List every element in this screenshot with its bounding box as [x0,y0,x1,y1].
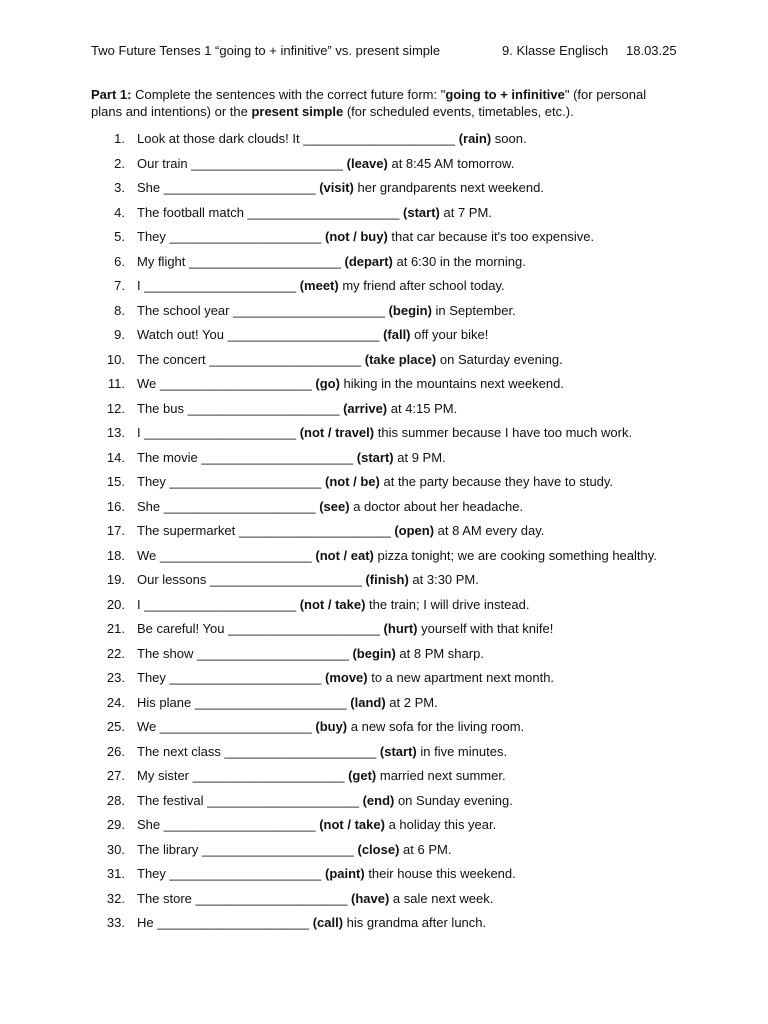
exercise-item [91,375,691,400]
sentence-end: at 7 PM. [439,204,492,220]
exercise-number: 10. [106,351,125,367]
answer-blank: _____________________ [233,302,385,318]
exercise-list [91,130,691,939]
verb-hint: (leave) [346,155,388,171]
exercise-number: 16. [106,498,125,514]
answer-blank: _____________________ [163,817,316,832]
exercise-item [91,400,691,425]
sentence-start: My flight [137,253,190,269]
sentence-end: a doctor about her headache. [349,498,524,514]
sentence-end: at 9 PM. [393,449,446,465]
answer-blank: _____________________ [159,547,312,563]
exercise-sentence [137,571,479,589]
exercise-number: 21. [106,621,125,636]
exercise-item [91,865,691,890]
answer-blank: _____________________ [303,131,456,146]
worksheet-date: 18.03.25 [626,43,677,58]
exercise-sentence [137,326,488,344]
answer-blank: _____________________ [202,841,354,857]
answer-blank: _____________________ [192,768,345,783]
sentence-end: hiking in the mountains next weekend. [339,376,564,391]
verb-hint: (land) [350,694,386,710]
sentence-end: a sale next week. [389,890,494,906]
exercise-sentence [137,620,553,638]
part-label: Part 1: [91,87,132,102]
exercise-sentence [137,767,506,785]
exercise-sentence [137,816,496,834]
exercise-sentence [137,449,446,467]
verb-hint: (buy) [315,719,348,734]
verb-hint: (hurt) [383,621,418,636]
answer-blank: _____________________ [159,376,312,391]
sentence-start: They [137,670,170,685]
exercise-sentence [137,498,523,516]
sentence-start: They [137,474,170,489]
sentence-start: Our lessons [137,572,210,587]
sentence-end: on Sunday evening. [394,792,513,808]
verb-hint: (not / buy) [324,229,388,244]
sentence-end: married next summer. [376,768,506,783]
exercise-sentence [137,596,529,614]
verb-hint: (fall) [383,327,411,342]
exercise-number: 27. [106,768,125,783]
answer-blank: _____________________ [191,155,344,171]
exercise-number: 18. [106,547,125,563]
sentence-end: at the party because they have to study. [379,474,614,489]
answer-blank: _____________________ [144,596,297,612]
exercise-number: 4. [114,204,125,220]
sentence-start: I [137,596,145,612]
exercise-item [91,816,691,841]
exercise-number: 19. [106,572,125,587]
sentence-end: to a new apartment next month. [367,670,555,685]
exercise-item [91,522,691,547]
sentence-end: off your bike! [410,327,489,342]
verb-hint: (open) [394,523,435,538]
answer-blank: _____________________ [209,351,362,367]
exercise-item [91,130,691,155]
exercise-number: 12. [106,400,125,416]
exercise-number: 25. [106,719,125,734]
verb-hint: (start) [379,743,417,759]
sentence-start: Our train [137,155,192,171]
exercise-number: 29. [106,817,125,832]
verb-hint: (see) [319,498,350,514]
exercise-number: 11. [107,376,125,391]
exercise-item [91,571,691,596]
sentence-end: the train; I will drive instead. [365,596,530,612]
exercise-number: 24. [106,694,125,710]
sentence-start: His plane [137,694,195,710]
sentence-start: Look at those dark clouds! It [137,131,304,146]
answer-blank: _____________________ [209,572,362,587]
verb-hint: (have) [351,890,390,906]
exercise-item [91,228,691,253]
verb-hint: (call) [312,915,344,930]
exercise-number: 23. [106,670,125,685]
sentence-start: The movie [137,449,202,465]
instructions-text-3: (for scheduled events, timetables, etc.). [343,104,574,119]
sentence-end: at 2 PM. [385,694,438,710]
exercise-sentence [137,547,657,565]
sentence-end: at 8 PM sharp. [395,645,484,661]
exercise-item [91,424,691,449]
sentence-start: The concert [137,351,210,367]
sentence-start: The store [137,890,196,906]
exercise-item [91,914,691,939]
sentence-start: The show [137,645,197,661]
sentence-end: in September. [431,302,516,318]
sentence-start: The bus [137,400,188,416]
exercise-item [91,792,691,817]
exercise-item [91,645,691,670]
exercise-item [91,767,691,792]
sentence-start: The supermarket [137,523,239,538]
exercise-item [91,596,691,621]
answer-blank: _____________________ [238,523,391,538]
sentence-start: They [137,229,170,244]
sentence-end: this summer because I have too much work. [374,425,633,440]
sentence-end: her grandparents next weekend. [353,180,544,195]
answer-blank: _____________________ [169,866,322,881]
answer-blank: _____________________ [159,719,312,734]
verb-hint: (get) [348,768,377,783]
exercise-item [91,841,691,866]
sentence-start: He [137,915,158,930]
exercise-sentence [137,375,564,393]
sentence-end: that car because it's too expensive. [387,229,595,244]
exercise-item [91,694,691,719]
sentence-end: a holiday this year. [384,817,497,832]
exercise-number: 2. [114,155,125,171]
exercise-sentence [137,645,484,663]
exercise-sentence [137,204,492,222]
exercise-sentence [137,841,451,859]
exercise-sentence [137,351,563,369]
exercise-sentence [137,277,505,295]
verb-hint: (move) [324,670,368,685]
exercise-number: 15. [106,474,125,489]
verb-hint: (not / travel) [299,425,375,440]
verb-hint: (start) [403,204,440,220]
exercise-sentence [137,743,507,761]
exercise-item [91,351,691,376]
verb-hint: (paint) [324,866,365,881]
verb-hint: (rain) [458,131,492,146]
sentence-start: The library [137,841,203,857]
sentence-start: The festival [137,792,208,808]
exercise-number: 20. [106,596,125,612]
exercise-number: 1. [114,131,125,146]
sentence-start: She [137,498,164,514]
sentence-end: at 6 PM. [399,841,452,857]
sentence-start: The football match [137,204,248,220]
verb-hint: (finish) [365,572,409,587]
exercise-number: 5. [114,229,125,244]
answer-blank: _____________________ [187,400,340,416]
exercise-sentence [137,865,516,883]
answer-blank: _____________________ [189,253,341,269]
sentence-start: Watch out! You [137,327,228,342]
answer-blank: _____________________ [144,278,297,293]
exercise-item [91,179,691,204]
verb-hint: (visit) [319,180,354,195]
instructions-text-2: " (for personal plans and intentions) or the [91,87,647,119]
exercise-item [91,669,691,694]
exercise-sentence [137,694,438,712]
answer-blank: _____________________ [207,792,359,808]
exercise-sentence [137,179,544,197]
class-label: 9. Klasse Englisch [502,43,609,58]
sentence-start: My sister [137,768,193,783]
verb-hint: (begin) [388,302,432,318]
sentence-end: on Saturday evening. [436,351,563,367]
answer-blank: _____________________ [196,645,349,661]
verb-hint: (not / take) [299,596,366,612]
exercise-item [91,473,691,498]
sentence-start: The next class [137,743,225,759]
instructions-form-present-simple: present simple [251,104,344,119]
exercise-number: 14. [106,449,125,465]
exercise-sentence [137,228,594,246]
answer-blank: _____________________ [157,915,310,930]
sentence-end: at 8 AM every day. [434,523,545,538]
sentence-end: soon. [491,131,527,146]
exercise-item [91,155,691,180]
exercise-number: 17. [106,523,125,538]
verb-hint: (depart) [344,253,393,269]
verb-hint: (meet) [299,278,339,293]
exercise-number: 31. [106,866,125,881]
answer-blank: _____________________ [163,180,316,195]
verb-hint: (close) [357,841,400,857]
exercise-sentence [137,718,524,736]
sentence-end: pizza tonight; we are cooking something healthy. [373,547,657,563]
worksheet-title: Two Future Tenses 1 “going to + infinitive” vs. present simple [91,43,441,58]
verb-hint: (not / eat) [315,547,374,563]
exercise-item [91,743,691,768]
exercise-number: 33. [106,915,125,930]
answer-blank: _____________________ [247,204,400,220]
part-1-instructions [91,86,661,120]
exercise-sentence [137,400,457,418]
answer-blank: _____________________ [163,498,316,514]
sentence-start: She [137,817,164,832]
exercise-number: 30. [106,841,125,857]
sentence-start: We [137,719,160,734]
exercise-item [91,277,691,302]
exercise-sentence [137,522,544,540]
answer-blank: _____________________ [228,621,380,636]
exercise-sentence [137,155,514,173]
sentence-end: at 4:15 PM. [387,400,458,416]
exercise-item [91,547,691,572]
exercise-number: 22. [106,645,125,661]
exercise-sentence [137,890,493,908]
verb-hint: (start) [356,449,394,465]
exercise-number: 26. [106,743,125,759]
exercise-item [91,620,691,645]
exercise-item [91,326,691,351]
verb-hint: (begin) [352,645,396,661]
exercise-number: 7. [114,278,125,293]
verb-hint: (not / be) [324,474,380,489]
exercise-sentence [137,130,527,148]
sentence-start: We [137,376,160,391]
exercise-item [91,498,691,523]
exercise-sentence [137,792,513,810]
exercise-number: 8. [114,302,125,318]
exercise-number: 28. [106,792,125,808]
answer-blank: _____________________ [169,670,322,685]
instructions-text-1: Complete the sentences with the correct future form: " [131,87,446,102]
sentence-start: The school year [137,302,234,318]
exercise-number: 3. [114,180,125,195]
answer-blank: _____________________ [169,229,322,244]
exercise-item [91,718,691,743]
exercise-number: 9. [114,327,125,342]
verb-hint: (take place) [364,351,437,367]
sentence-start: We [137,547,160,563]
verb-hint: (not / take) [319,817,385,832]
exercise-sentence [137,669,554,687]
exercise-number: 6. [114,253,125,269]
exercise-item [91,890,691,915]
verb-hint: (arrive) [343,400,388,416]
sentence-end: at 3:30 PM. [408,572,479,587]
exercise-sentence [137,424,632,442]
answer-blank: _____________________ [194,694,347,710]
exercise-sentence [137,302,516,320]
answer-blank: _____________________ [169,474,322,489]
sentence-end: their house this weekend. [364,866,516,881]
answer-blank: _____________________ [201,449,354,465]
answer-blank: _____________________ [227,327,380,342]
answer-blank: _____________________ [144,425,297,440]
sentence-end: at 8:45 AM tomorrow. [387,155,515,171]
sentence-end: at 6:30 in the morning. [392,253,526,269]
answer-blank: _____________________ [195,890,348,906]
verb-hint: (end) [362,792,395,808]
answer-blank: _____________________ [224,743,377,759]
sentence-start: I [137,278,145,293]
verb-hint: (go) [315,376,340,391]
exercise-number: 13. [106,425,125,440]
sentence-start: They [137,866,170,881]
exercise-sentence [137,473,613,491]
sentence-end: a new sofa for the living room. [347,719,525,734]
sentence-end: my friend after school today. [338,278,505,293]
sentence-end: yourself with that knife! [417,621,554,636]
sentence-end: his grandma after lunch. [343,915,487,930]
exercise-item [91,204,691,229]
instructions-form-going-to: going to + infinitive [445,87,565,102]
exercise-item [91,253,691,278]
exercise-item [91,449,691,474]
sentence-start: Be careful! You [137,621,229,636]
sentence-start: I [137,425,145,440]
exercise-sentence [137,253,526,271]
exercise-item [91,302,691,327]
sentence-end: in five minutes. [416,743,508,759]
exercise-sentence [137,914,486,932]
exercise-number: 32. [106,890,125,906]
sentence-start: She [137,180,164,195]
